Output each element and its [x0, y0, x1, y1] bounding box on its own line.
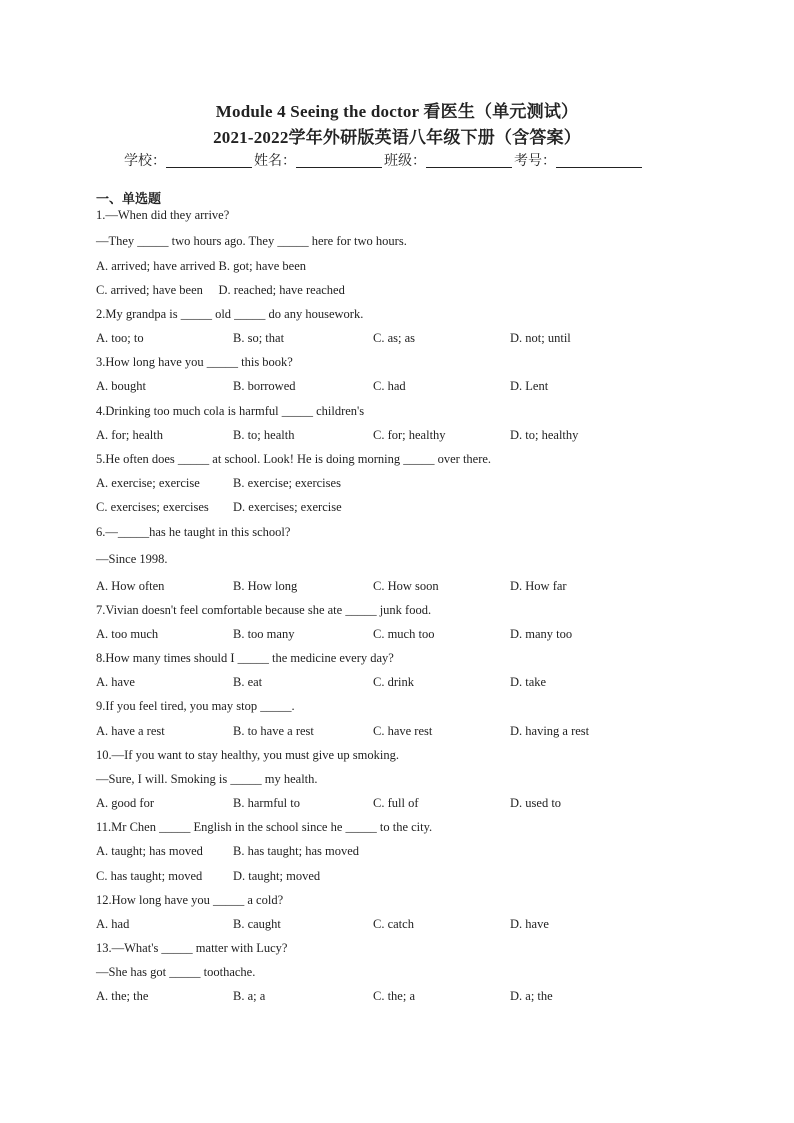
class-label: 班级：: [384, 154, 426, 169]
option-c: C. have rest: [373, 724, 433, 738]
school-blank: [166, 153, 252, 168]
option-b: B. to; health: [233, 428, 295, 442]
name-label: 姓名：: [254, 154, 296, 169]
question-1-options-row-1: [96, 258, 306, 274]
question-7-stem: 7.Vivian doesn't feel comfortable because she ate _____ junk food.: [96, 603, 432, 617]
option-c: C. the; a: [373, 989, 416, 1003]
option-a: A. had: [96, 917, 130, 931]
option-d: D. taught; moved: [233, 869, 321, 883]
option-d: D. many too: [510, 627, 573, 641]
option-c: C. has taught; moved: [96, 869, 203, 883]
option-d: D. a; the: [510, 989, 553, 1003]
option-b: B. borrowed: [233, 379, 296, 393]
question-13-line-1: 13.—What's _____ matter with Lucy?: [96, 941, 288, 955]
question-1-options-row-2: [96, 282, 345, 298]
question-10-line-2: —Sure, I will. Smoking is _____ my health.: [96, 772, 318, 786]
question-4-stem: 4.Drinking too much cola is harmful _____ children's: [96, 404, 365, 418]
option-b: B. eat: [233, 675, 263, 689]
document-subtitle: 2021-2022学年外研版英语八年级下册（含答案）: [213, 128, 581, 147]
question-13-line-2: —She has got _____ toothache.: [96, 965, 256, 979]
option-c: C. for; healthy: [373, 428, 446, 442]
option-b: B. so; that: [233, 331, 285, 345]
option-c: C. much too: [373, 627, 435, 641]
question-6-line-1: 6.—_____has he taught in this school?: [96, 525, 291, 539]
option-b: B. has taught; has moved: [233, 844, 360, 858]
question-2-stem: 2.My grandpa is _____ old _____ do any housework.: [96, 307, 364, 321]
section-heading: 一、单选题: [96, 191, 162, 206]
question-9-stem: 9.If you feel tired, you may stop _____.: [96, 699, 295, 713]
option-a: A. too; to: [96, 331, 144, 345]
option-b: B. got; have been: [218, 259, 306, 273]
option-a: A. How often: [96, 579, 165, 593]
option-d: D. not; until: [510, 331, 571, 345]
option-a: A. good for: [96, 796, 154, 810]
student-info-row: [124, 150, 644, 170]
question-5-stem: 5.He often does _____ at school. Look! He is doing morning _____ over there.: [96, 452, 492, 466]
option-c: C. as; as: [373, 331, 416, 345]
exam-number-blank: [556, 153, 642, 168]
option-a: A. for; health: [96, 428, 163, 442]
option-a: A. have: [96, 675, 135, 689]
option-d: D. having a rest: [510, 724, 590, 738]
option-d: D. Lent: [510, 379, 549, 393]
question-1-line-2: —They _____ two hours ago. They _____ here for two hours.: [96, 234, 407, 248]
option-b: B. caught: [233, 917, 281, 931]
option-a: A. too much: [96, 627, 159, 641]
question-12-stem: 12.How long have you _____ a cold?: [96, 893, 284, 907]
option-a: A. arrived; have arrived: [96, 259, 216, 273]
question-6-line-2: —Since 1998.: [96, 552, 168, 566]
document-title: Module 4 Seeing the doctor 看医生（单元测试）: [215, 102, 579, 121]
option-a: A. have a rest: [96, 724, 165, 738]
option-c: C. full of: [373, 796, 419, 810]
option-b: B. How long: [233, 579, 298, 593]
option-b: B. to have a rest: [233, 724, 314, 738]
option-d: D. How far: [510, 579, 567, 593]
option-b: B. a; a: [233, 989, 266, 1003]
question-11-stem: 11.Mr Chen _____ English in the school since he _____ to the city.: [96, 820, 433, 834]
option-c: C. arrived; have been: [96, 283, 203, 297]
question-10-line-1: 10.—If you want to stay healthy, you must give up smoking.: [96, 748, 399, 762]
option-b: B. too many: [233, 627, 295, 641]
exam-number-label: 考号：: [514, 154, 556, 169]
option-c: C. exercises; exercises: [96, 500, 209, 514]
option-d: D. to; healthy: [510, 428, 579, 442]
option-b: B. harmful to: [233, 796, 301, 810]
option-a: A. taught; has moved: [96, 844, 203, 858]
name-blank: [296, 153, 382, 168]
option-b: B. exercise; exercises: [233, 476, 341, 490]
option-d: D. reached; have reached: [218, 283, 345, 297]
option-c: C. had: [373, 379, 406, 393]
option-c: C. catch: [373, 917, 414, 931]
school-label: 学校：: [124, 154, 166, 169]
option-a: A. the; the: [96, 989, 149, 1003]
option-a: A. bought: [96, 379, 146, 393]
class-blank: [426, 153, 512, 168]
question-8-stem: 8.How many times should I _____ the medicine every day?: [96, 651, 394, 665]
option-d: D. take: [510, 675, 547, 689]
option-d: D. used to: [510, 796, 562, 810]
question-1-line-1: 1.—When did they arrive?: [96, 208, 230, 222]
option-a: A. exercise; exercise: [96, 476, 200, 490]
option-c: C. How soon: [373, 579, 439, 593]
option-d: D. exercises; exercise: [233, 500, 342, 514]
question-3-stem: 3.How long have you _____ this book?: [96, 355, 293, 369]
option-c: C. drink: [373, 675, 414, 689]
option-d: D. have: [510, 917, 549, 931]
